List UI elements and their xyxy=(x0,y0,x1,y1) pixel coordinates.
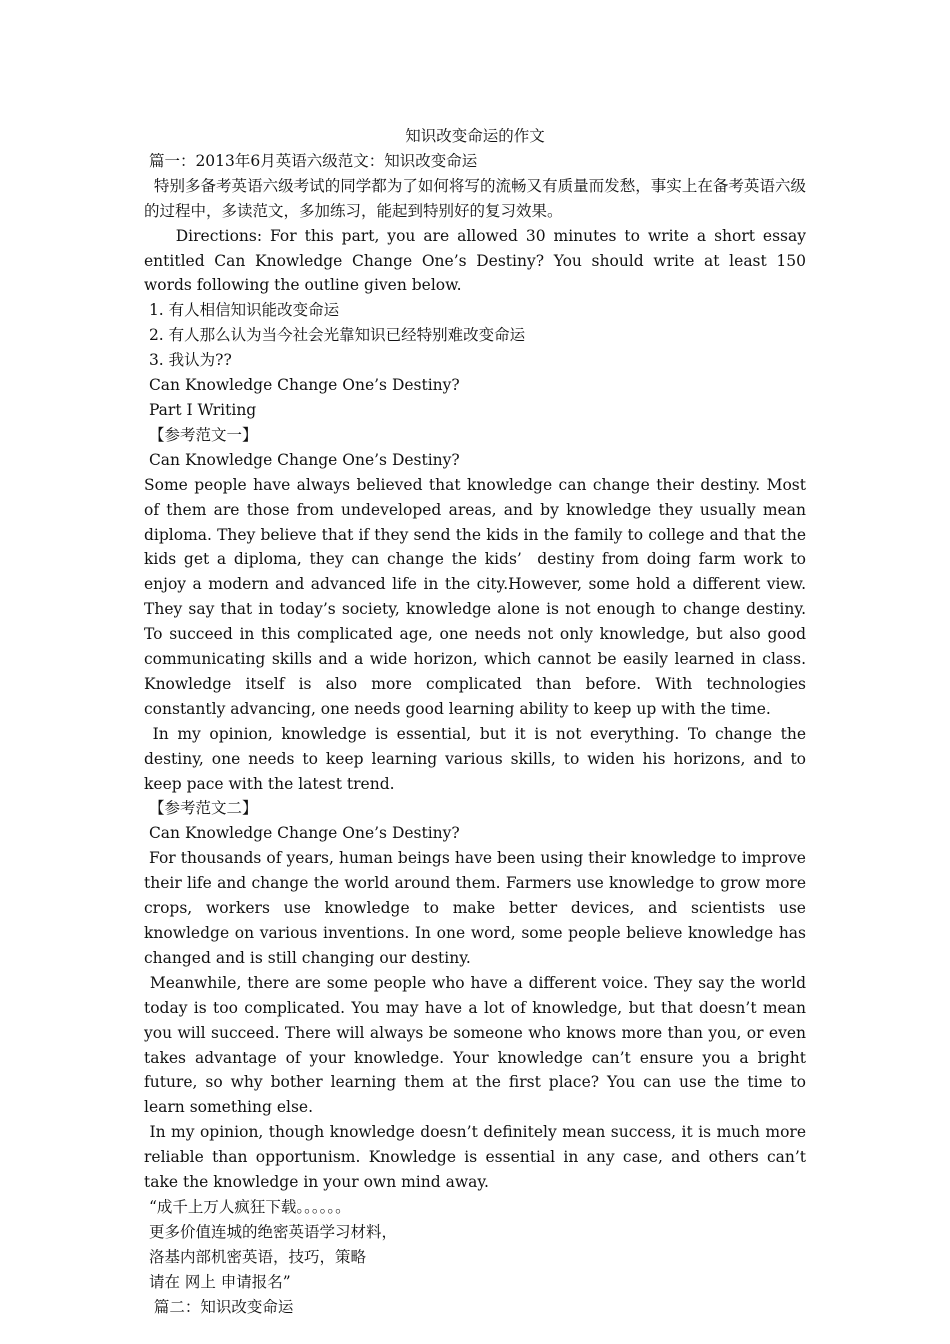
document-title: 知识改变命运的作文 xyxy=(405,127,545,145)
section1-heading: 篇一：2013年6月英语六级范文：知识改变命运 xyxy=(144,151,478,170)
sample2-label: 【参考范文二】 xyxy=(144,799,258,818)
outline-item-2: 2. 有人那么认为当今社会光靠知识已经特别难改变命运 xyxy=(144,326,526,345)
promo-line-1: “成千上万人疯狂下载。。。。。。 xyxy=(144,1197,351,1216)
sample1-paragraph-2: In my opinion, knowledge is essential, but it is not everything. To change the destiny, one needs to keep learning various skills, to widen his horizons, and to keep pace with the latest trend. xyxy=(144,724,811,793)
sample2-paragraph-3: In my opinion, though knowledge doesn’t definitely mean success, it is much more reliable than opportunism. Knowledge is essential in any case, and others can’t take the knowledge in your own mind away. xyxy=(144,1123,811,1192)
promo-line-4: 请在 网上 申请报名” xyxy=(144,1272,291,1291)
sample2-title: Can Knowledge Change One’s Destiny? xyxy=(144,824,460,843)
part-label: Part I Writing xyxy=(144,400,257,419)
promo-line-3: 洛基内部机密英语，技巧，策略 xyxy=(144,1247,366,1266)
outline-item-3: 3. 我认为?? xyxy=(144,351,232,370)
outline-item-1: 1. 有人相信知识能改变命运 xyxy=(144,301,340,320)
intro-paragraph: 特别多备考英语六级考试的同学都为了如何将写的流畅又有质量而发愁，事实上在备考英语六级的过程中，多读范文，多加练习，能起到特别好的复习效果。 xyxy=(144,176,806,220)
sample2-paragraph-2: Meanwhile, there are some people who have a different voice. They say the world today is too complicated. You may have a lot of knowledge, but that doesn’t mean you will succeed. There will always be someone who knows more than you, or even takes advantage of your knowledge. Your knowledge can’t ensure you a bright future, so why bother learning them at the first place? You can use the time to learn something else. xyxy=(144,973,811,1117)
document-body xyxy=(144,124,811,1320)
sample1-title: Can Knowledge Change One’s Destiny? xyxy=(144,450,460,469)
directions-paragraph: Directions: For this part, you are allowed 30 minutes to write a short essay entitled Can Knowledge Change One’s Destiny? You should write at least 150 words following the outline given below. xyxy=(144,226,811,295)
essay-title-line: Can Knowledge Change One’s Destiny? xyxy=(144,376,460,395)
promo-line-2: 更多价值连城的绝密英语学习材料， xyxy=(144,1222,397,1241)
sample2-paragraph-1: For thousands of years, human beings have been using their knowledge to improve their life and change the world around them. Farmers use knowledge to grow more crops, workers use knowledge to make better devices, and scientists use knowledge on various inventions. In one word, some people believe knowledge has changed and is still changing our destiny. xyxy=(144,849,811,967)
sample1-label: 【参考范文一】 xyxy=(144,425,258,444)
section2-heading: 篇二：知识改变命运 xyxy=(144,1297,294,1316)
sample1-paragraph-1: Some people have always believed that knowledge can change their destiny. Most of them are those from undeveloped areas, and by knowledge they usually mean diploma. They believe that if they send the kids in the family to college and that the kids get a diploma, they can change the kids’ destiny from doing farm work to enjoy a modern and advanced life in the city.However, some hold a different view. They say that in today’s society, knowledge alone is not enough to change destiny. To succeed in this complicated age, one needs not only knowledge, but also good communicating skills and a wide horizon, which cannot be easily learned in class. Knowledge itself is also more complicated than before. With technologies constantly advancing, one needs good learning ability to keep up with the time. xyxy=(144,475,811,718)
